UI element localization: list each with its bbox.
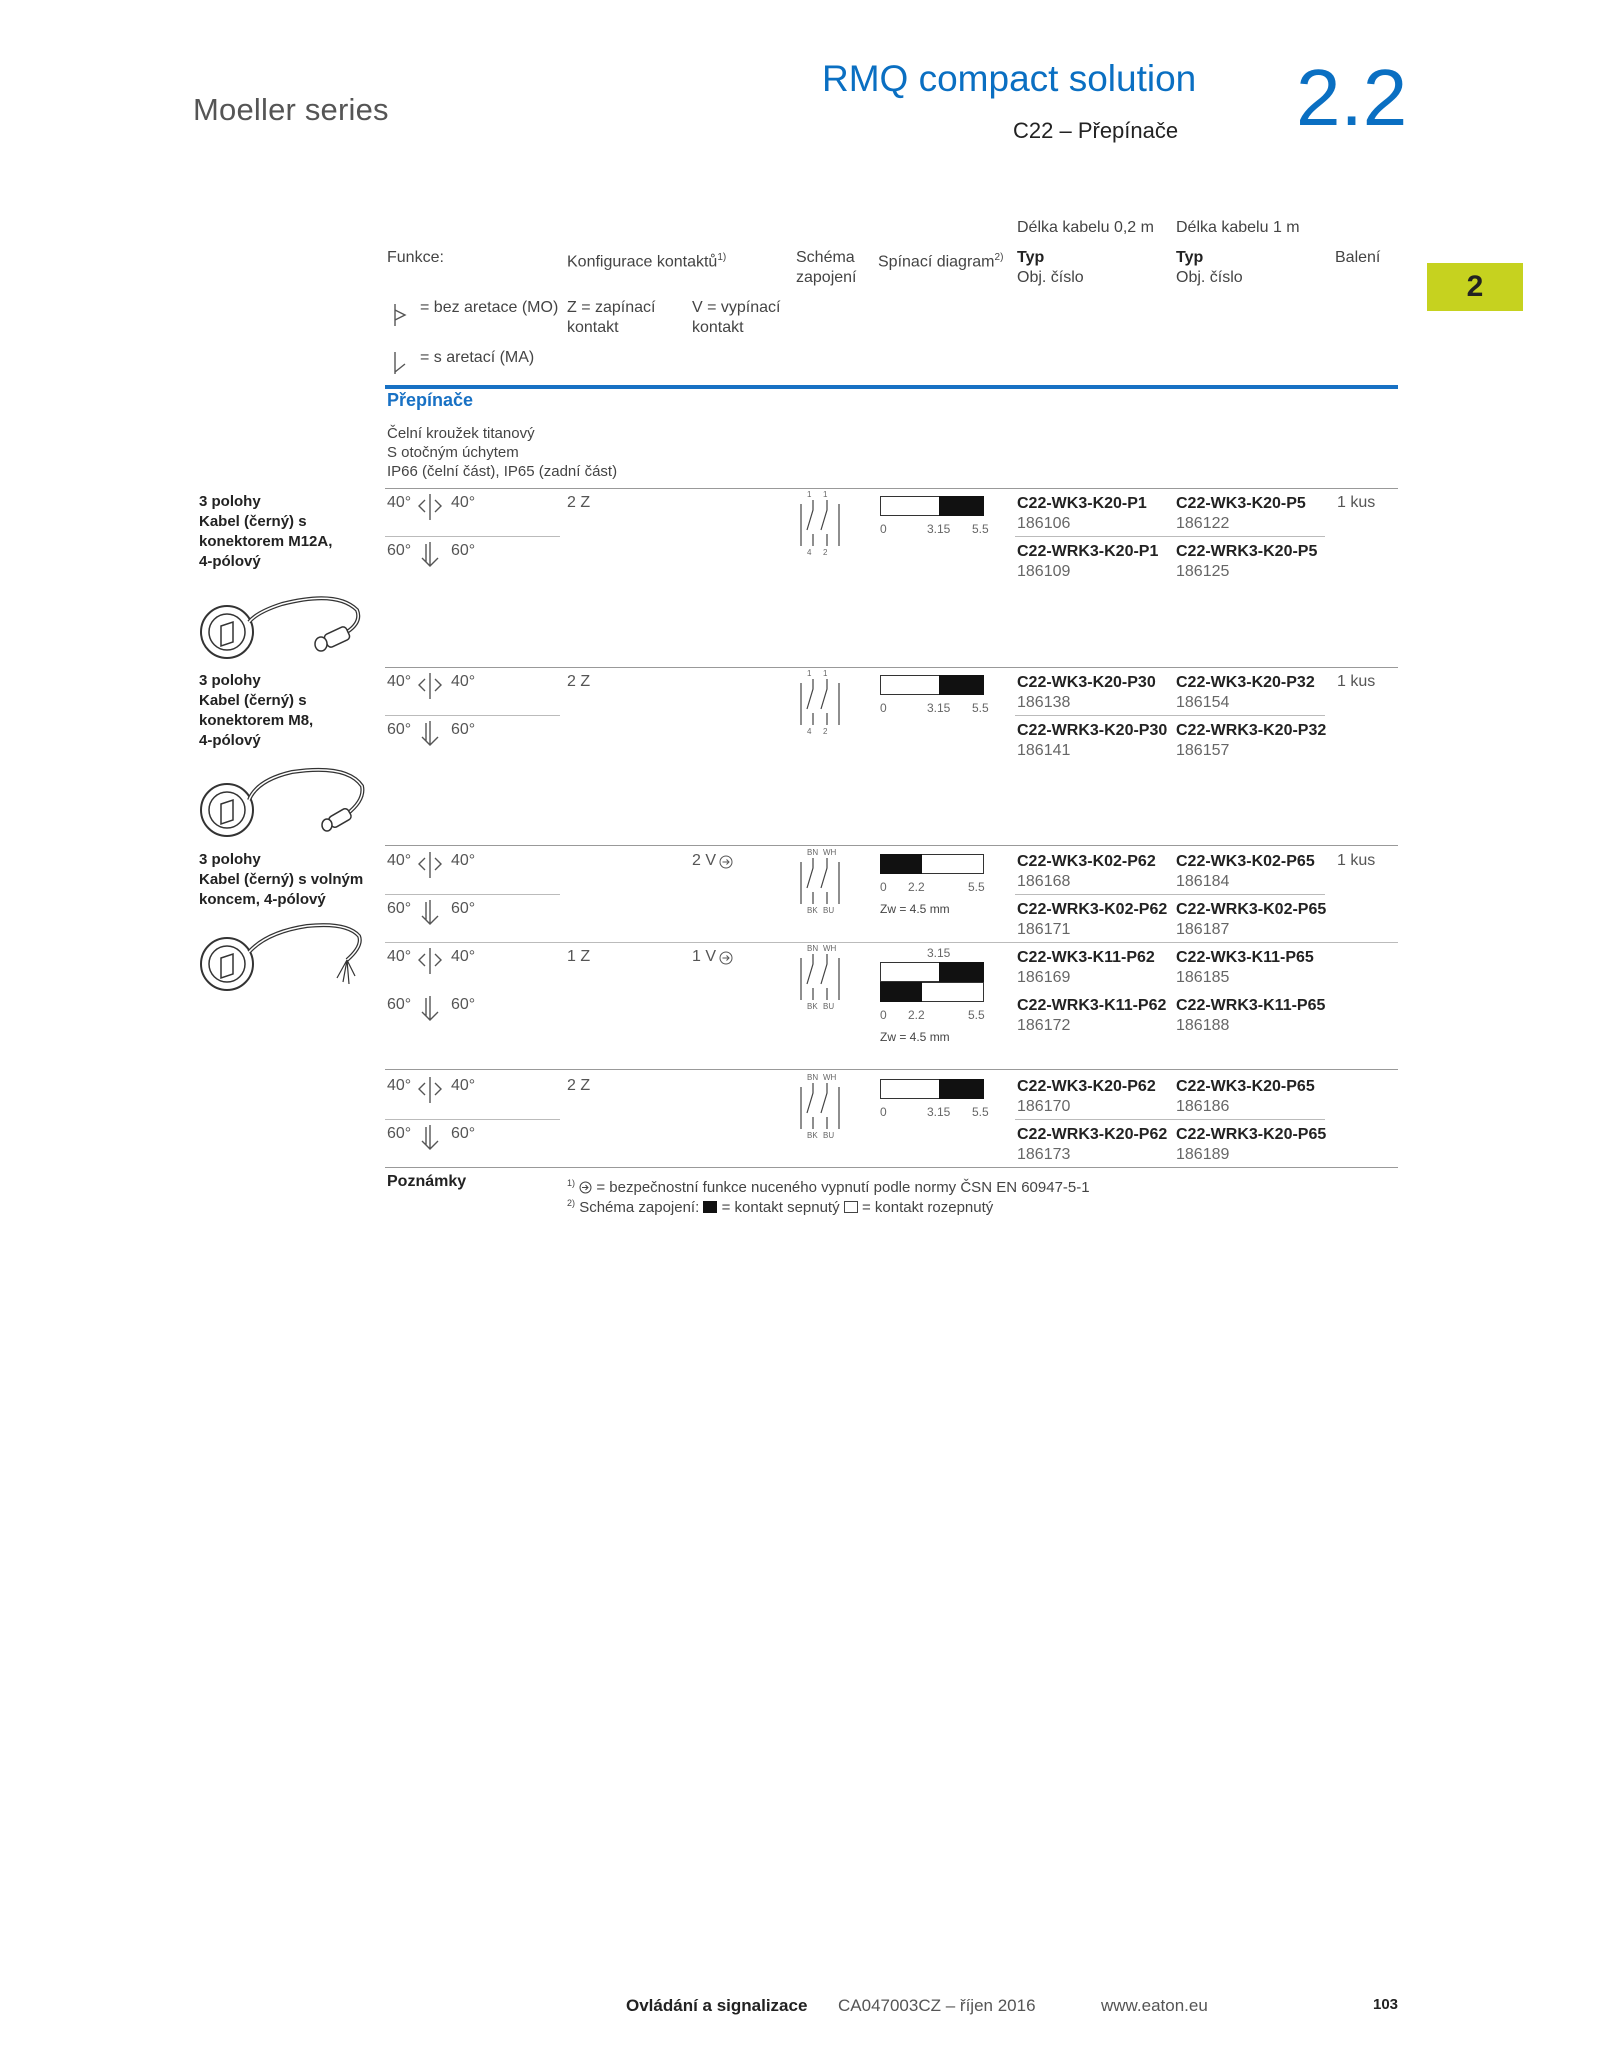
momentary-selector-icon [415, 946, 445, 976]
legend-z: Z = zapínací kontakt [567, 299, 656, 336]
order-number-02m: 186106 [1017, 515, 1071, 532]
diagram-tick: 0 [880, 880, 887, 894]
contact-config-z: 1 Z [567, 948, 591, 965]
order-number-02m: 186171 [1017, 921, 1071, 938]
schematic-terminal-label: BN [807, 1073, 819, 1082]
type-code-1m[interactable]: C22-WK3-K20-P32 [1176, 674, 1315, 691]
subrow-separator [1015, 536, 1325, 537]
col-cable-02: Délka kabelu 0,2 m [1017, 219, 1154, 236]
diagram-zw: Zw = 4.5 mm [880, 1030, 950, 1044]
note-1: $^{1)}$ = bezpečnostní funkce nuceného vypnutí podle normy ČSN EN 60947-5-1 [567, 1178, 1090, 1196]
note-2: $^{2)}$ Schéma zapojení: = kontakt sepnutý = kontakt rozepnutý [567, 1198, 994, 1216]
momentary-selector-icon [415, 1075, 445, 1105]
diagram-zw: Zw = 4.5 mm [880, 902, 950, 916]
type-code-1m[interactable]: C22-WRK3-K20-P32 [1176, 722, 1327, 739]
schematic-terminal-label: BK [807, 1002, 818, 1010]
col-typ-2: Typ Obj. číslo [1176, 249, 1243, 286]
type-code-1m[interactable]: C22-WRK3-K20-P65 [1176, 1126, 1327, 1143]
schematic-terminal-label: BK [807, 906, 818, 914]
subrow-separator [385, 536, 560, 537]
col-func: Funkce: [387, 249, 444, 266]
forced-opening-icon [719, 951, 733, 965]
section-title: Přepínače [387, 390, 474, 410]
page-number: 103 [1373, 1996, 1399, 2013]
subrow-separator [385, 715, 560, 716]
angle-left: 60° [387, 542, 412, 559]
angle-right: 60° [451, 996, 476, 1013]
angle-left: 40° [387, 494, 412, 511]
angle-left: 60° [387, 900, 412, 917]
subrow-separator [385, 1119, 560, 1120]
group-desc-1: 3 polohy Kabel (černý) s konektorem M12A, 4-pólový [199, 493, 333, 570]
section-rule [385, 385, 1398, 389]
row-separator [385, 845, 1398, 846]
footer-catalog: CA047003CZ – říjen 2016 [838, 1996, 1036, 2015]
angle-left: 40° [387, 673, 412, 690]
type-code-02m[interactable]: C22-WK3-K20-P30 [1017, 674, 1156, 691]
diagram-tick: 3.15 [927, 946, 951, 960]
switching-diagram-fill [939, 496, 984, 516]
momentary-selector-icon [415, 850, 445, 880]
type-code-02m[interactable]: C22-WK3-K20-P62 [1017, 1078, 1156, 1095]
page-title: RMQ compact solution [822, 58, 1197, 99]
diagram-tick: 2.2 [908, 1008, 925, 1022]
section-desc: Čelní kroužek titanový S otočným úchytem IP66 (čelní část), IP65 (zadní část) [387, 425, 618, 480]
schematic-terminal-label: 2 [823, 548, 828, 556]
angle-right: 40° [451, 1077, 476, 1094]
product-image-m12 [197, 582, 372, 664]
group-desc-3: 3 polohy Kabel (černý) s volným koncem, 4-pólový [199, 851, 364, 908]
type-code-02m[interactable]: C22-WRK3-K11-P62 [1017, 997, 1167, 1014]
contact-config-v: 1 V [692, 948, 717, 965]
type-code-1m[interactable]: C22-WRK3-K11-P65 [1176, 997, 1326, 1014]
product-image-free-end [197, 914, 372, 996]
schematic-terminal-label: BK [807, 1131, 818, 1139]
diagram-tick: 3.15 [927, 701, 951, 715]
series-title: Moeller series [193, 92, 389, 127]
order-number-1m: 186185 [1176, 969, 1230, 986]
order-number-1m: 186188 [1176, 1017, 1230, 1034]
angle-left: 60° [387, 996, 412, 1013]
order-number-02m: 186169 [1017, 969, 1071, 986]
angle-right: 60° [451, 542, 476, 559]
diagram-tick: 3.15 [927, 1105, 951, 1119]
schematic-terminal-label: BN [807, 944, 819, 953]
diagram-tick: 5.5 [972, 701, 989, 715]
wiring-schematic [795, 848, 845, 914]
order-number-02m: 186172 [1017, 1017, 1071, 1034]
subrow-separator [385, 894, 560, 895]
schematic-terminal-label: 1 [823, 669, 828, 678]
schematic-terminal-label: 4 [807, 548, 812, 556]
type-code-02m[interactable]: C22-WK3-K02-P62 [1017, 853, 1156, 870]
wiring-schematic [795, 490, 845, 556]
type-code-1m[interactable]: C22-WK3-K20-P65 [1176, 1078, 1315, 1095]
contact-config-v: 2 V [692, 852, 717, 869]
schematic-terminal-label: WH [823, 848, 837, 857]
maintained-selector-icon [415, 719, 445, 749]
open-contact-swatch [844, 1201, 858, 1213]
product-image-m8 [197, 760, 372, 842]
angle-left: 40° [387, 852, 412, 869]
diagram-tick: 5.5 [968, 1008, 985, 1022]
angle-right: 40° [451, 494, 476, 511]
diagram-tick: 0 [880, 701, 887, 715]
schematic-terminal-label: 1 [823, 490, 828, 499]
diagram-tick: 5.5 [972, 1105, 989, 1119]
order-number-02m: 186109 [1017, 563, 1071, 580]
schematic-terminal-label: 2 [823, 727, 828, 735]
order-number-02m: 186138 [1017, 694, 1071, 711]
legend-ma: = s aretací (MA) [420, 349, 535, 366]
schematic-terminal-label: BU [823, 906, 835, 914]
switching-diagram-fill [880, 982, 922, 1002]
type-code-1m[interactable]: C22-WK3-K20-P5 [1176, 495, 1306, 512]
schematic-terminal-label: BU [823, 1002, 835, 1010]
angle-right: 40° [451, 948, 476, 965]
diagram-tick: 5.5 [972, 522, 989, 536]
subrow-separator [1015, 894, 1325, 895]
legend-v: V = vypínací kontakt [692, 299, 781, 336]
group-desc-2: 3 polohy Kabel (černý) s konektorem M8, 4-pólový [199, 672, 314, 749]
order-number-1m: 186187 [1176, 921, 1230, 938]
type-code-1m[interactable]: C22-WRK3-K20-P5 [1176, 543, 1318, 560]
schematic-terminal-label: 1 [807, 669, 812, 678]
row-separator [385, 1167, 1398, 1168]
order-number-02m: 186141 [1017, 742, 1071, 759]
order-number-02m: 186168 [1017, 873, 1071, 890]
packaging: 1 kus [1337, 852, 1376, 869]
angle-left: 60° [387, 1125, 412, 1142]
angle-right: 60° [451, 1125, 476, 1142]
row-separator [385, 488, 1398, 489]
notes-label: Poznámky [387, 1173, 467, 1190]
angle-right: 60° [451, 721, 476, 738]
col-cable-1: Délka kabelu 1 m [1176, 219, 1300, 236]
order-number-1m: 186184 [1176, 873, 1230, 890]
angle-right: 60° [451, 900, 476, 917]
angle-right: 40° [451, 852, 476, 869]
diagram-tick: 0 [880, 522, 887, 536]
row-separator [385, 1069, 1398, 1070]
forced-opening-icon [719, 855, 733, 869]
closed-contact-swatch [703, 1201, 717, 1213]
order-number-1m: 186154 [1176, 694, 1230, 711]
schematic-terminal-label: 1 [807, 490, 812, 499]
footer-title: Ovládání a signalizace [626, 1996, 808, 2015]
col-typ-1: Typ Obj. číslo [1017, 249, 1084, 286]
switching-diagram-fill [939, 1079, 984, 1099]
packaging: 1 kus [1337, 494, 1376, 511]
row-separator [385, 942, 1398, 943]
order-number-02m: 186173 [1017, 1146, 1071, 1163]
subrow-separator [1015, 1119, 1325, 1120]
col-schema: Schéma zapojení [796, 249, 857, 286]
schematic-terminal-label: WH [823, 944, 837, 953]
wiring-schematic [795, 944, 845, 1010]
schematic-terminal-label: WH [823, 1073, 837, 1082]
type-code-1m[interactable]: C22-WK3-K02-P65 [1176, 853, 1315, 870]
contact-config-z: 2 Z [567, 1077, 591, 1094]
order-number-1m: 186122 [1176, 515, 1230, 532]
subrow-separator [1015, 715, 1325, 716]
wiring-schematic [795, 669, 845, 735]
row-separator [385, 667, 1398, 668]
diagram-tick: 0 [880, 1105, 887, 1119]
col-config: Konfigurace kontaktů$^{1)}$ [567, 252, 727, 271]
section-number: 2.2 [1296, 53, 1408, 142]
momentary-selector-icon [415, 492, 445, 522]
type-code-02m[interactable]: C22-WRK3-K20-P62 [1017, 1126, 1168, 1143]
legend-mo: = bez aretace (MO) [420, 299, 559, 316]
schematic-terminal-label: BN [807, 848, 819, 857]
diagram-tick: 5.5 [968, 880, 985, 894]
type-code-02m[interactable]: C22-WRK3-K20-P30 [1017, 722, 1168, 739]
momentary-selector-icon [415, 671, 445, 701]
switching-diagram-fill [880, 854, 922, 874]
order-number-1m: 186186 [1176, 1098, 1230, 1115]
col-diagram: Spínací diagram$^{2)}$ [878, 252, 1004, 271]
order-number-1m: 186157 [1176, 742, 1230, 759]
col-pack: Balení [1335, 249, 1381, 266]
chapter-tab[interactable]: 2 [1427, 263, 1523, 311]
order-number-02m: 186170 [1017, 1098, 1071, 1115]
angle-left: 40° [387, 948, 412, 965]
schematic-terminal-label: BU [823, 1131, 835, 1139]
momentary-icon [391, 302, 413, 328]
order-number-1m: 186125 [1176, 563, 1230, 580]
contact-config-z: 2 Z [567, 673, 591, 690]
type-code-1m[interactable]: C22-WK3-K11-P65 [1176, 949, 1314, 966]
switching-diagram-fill [939, 962, 984, 982]
contact-config-z: 2 Z [567, 494, 591, 511]
maintained-selector-icon [415, 1123, 445, 1153]
type-code-02m[interactable]: C22-WK3-K20-P1 [1017, 495, 1147, 512]
wiring-schematic [795, 1073, 845, 1139]
schematic-terminal-label: 4 [807, 727, 812, 735]
maintained-selector-icon [415, 994, 445, 1024]
maintained-selector-icon [415, 898, 445, 928]
order-number-1m: 186189 [1176, 1146, 1230, 1163]
angle-left: 40° [387, 1077, 412, 1094]
type-code-02m[interactable]: C22-WRK3-K02-P62 [1017, 901, 1168, 918]
angle-right: 40° [451, 673, 476, 690]
type-code-1m[interactable]: C22-WRK3-K02-P65 [1176, 901, 1327, 918]
footer-web[interactable]: www.eaton.eu [1101, 1996, 1208, 2015]
switching-diagram-fill [939, 675, 984, 695]
maintained-selector-icon [415, 540, 445, 570]
type-code-02m[interactable]: C22-WRK3-K20-P1 [1017, 543, 1159, 560]
maintained-icon [391, 350, 413, 376]
angle-left: 60° [387, 721, 412, 738]
page-subtitle: C22 – Přepínače [1013, 118, 1179, 143]
type-code-02m[interactable]: C22-WK3-K11-P62 [1017, 949, 1155, 966]
diagram-tick: 0 [880, 1008, 887, 1022]
packaging: 1 kus [1337, 673, 1376, 690]
diagram-tick: 2.2 [908, 880, 925, 894]
diagram-tick: 3.15 [927, 522, 951, 536]
